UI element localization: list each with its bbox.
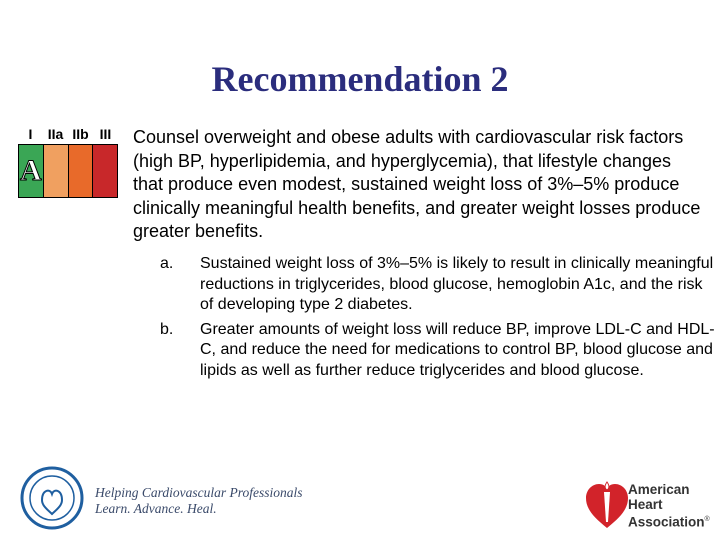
sub-recommendation-list bbox=[160, 254, 715, 385]
class-color-boxes bbox=[18, 144, 118, 198]
acc-seal-logo bbox=[20, 466, 84, 530]
footer-tagline bbox=[95, 485, 303, 517]
class-label-i: I bbox=[28, 126, 33, 142]
class-box-iii bbox=[93, 145, 117, 197]
class-box-iib bbox=[69, 145, 94, 197]
class-labels bbox=[18, 124, 118, 144]
tagline-line2: Learn. Advance. Heal. bbox=[95, 501, 217, 516]
aha-line2: Heart bbox=[628, 497, 663, 512]
class-box-iia bbox=[44, 145, 69, 197]
recommendation-text: Counsel overweight and obese adults with cardiovascular risk factors (high BP, hyperlipidemia, and hyperglycemia), that lifestyle changes that produce even modest, sustained weight loss of 3%–5% produce clinically meaningful health benefits, and greater weight losses produce greater benefits. bbox=[133, 127, 701, 241]
aha-line1: American bbox=[628, 482, 690, 497]
heart-torch-logo bbox=[584, 478, 630, 532]
class-label-iia: IIa bbox=[47, 126, 64, 142]
list-item-text: Sustained weight loss of 3%–5% is likely to result in clinically meaningful reductions in triglycerides, blood glucose, hemoglobin A1c, and the risk of developing type 2 diabetes. bbox=[200, 255, 714, 313]
slide-title: Recommendation 2 bbox=[211, 59, 509, 99]
class-label-iib: IIb bbox=[72, 126, 89, 142]
level-of-evidence: A bbox=[20, 154, 42, 187]
class-label-iii: III bbox=[99, 126, 112, 142]
list-item-text: Greater amounts of weight loss will reduce BP, improve LDL-C and HDL-C, and reduce the need for medications to control BP, blood glucose and lipids as well as further reduce triglycerides and blood glucose. bbox=[200, 320, 715, 379]
recommendation-class-legend bbox=[18, 124, 118, 198]
list-marker: a. bbox=[160, 255, 174, 272]
class-box-i bbox=[19, 145, 44, 197]
aha-line3: Association bbox=[628, 514, 705, 530]
list-marker: b. bbox=[160, 320, 174, 338]
tagline-line1: Helping Cardiovascular Professionals bbox=[95, 485, 303, 500]
list-item bbox=[160, 254, 715, 316]
list-item bbox=[160, 320, 715, 382]
aha-wordmark bbox=[628, 482, 710, 530]
registered-mark: ® bbox=[704, 516, 710, 523]
aha-line3-wrap bbox=[628, 512, 710, 530]
